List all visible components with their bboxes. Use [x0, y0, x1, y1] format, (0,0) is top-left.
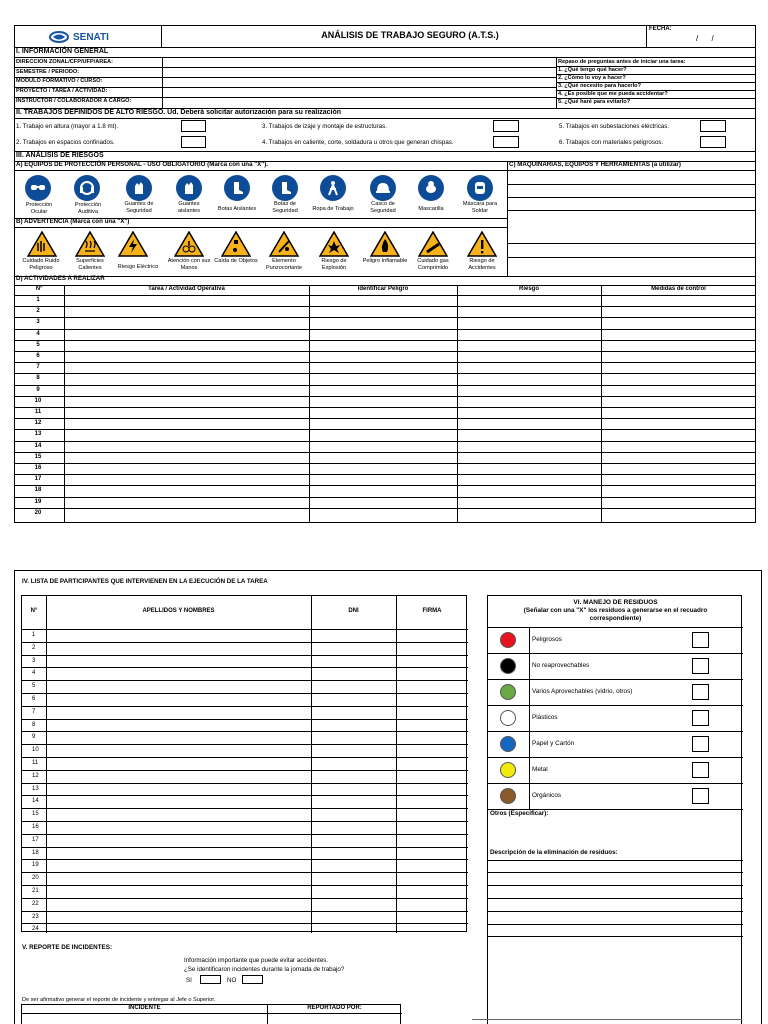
col-numero: Nº [35, 286, 43, 292]
activity-row-number: 12 [34, 420, 42, 427]
waste-checkbox[interactable] [692, 762, 709, 778]
participants-col-dni: DNI [348, 608, 359, 614]
participant-row[interactable] [47, 771, 467, 782]
participant-row-number: 5 [32, 683, 36, 690]
insulated-boot-icon[interactable] [224, 175, 250, 201]
col-tarea: Tarea / Actividad Operativa [148, 286, 225, 292]
activity-row[interactable] [65, 408, 755, 417]
activity-row[interactable] [65, 453, 755, 462]
activity-row[interactable] [65, 341, 755, 350]
activity-row[interactable] [65, 296, 755, 305]
activity-row-number: 19 [34, 498, 42, 505]
field-direccion-zonal: DIRECCION ZONAL/CFP/UFP/AREA: [16, 59, 113, 65]
activity-row-number: 7 [36, 364, 40, 371]
participant-row[interactable] [47, 886, 467, 897]
epp-heading: A) EQUIPOS DE PROTECCIÓN PERSONAL - USO OBLIGATORIO (Marca con una "X"). [16, 161, 269, 168]
participant-row-number: 9 [32, 734, 36, 741]
activity-row-number: 5 [36, 341, 40, 348]
section3-heading: III. ANÁLISIS DE RIESGOS [16, 152, 104, 159]
waste-label: No reaprovechables [532, 662, 590, 669]
waste-panel [487, 595, 742, 1024]
section6-subheading: (Señalar con una "X" los residuos a generarse en el recuadro correspondiente) [523, 607, 708, 623]
descripcion-label: Descripción de la eliminación de residuos: [490, 849, 618, 856]
reported-by-input[interactable] [268, 1014, 401, 1024]
warning-label-5: Elemento Punzocortante [265, 258, 303, 271]
participant-row[interactable] [47, 860, 467, 871]
epp-label-2: Guantes de Seguridad [124, 201, 154, 214]
activity-row-number: 3 [36, 319, 40, 326]
field-semestre: SEMESTRE / PERIODO: [16, 69, 80, 75]
participant-row-number: 12 [32, 772, 39, 779]
waste-checkbox[interactable] [692, 788, 709, 804]
epp-label-1: Protección Auditiva [74, 202, 102, 215]
incident-si-label: SI [186, 977, 192, 984]
participant-row-number: 22 [32, 900, 39, 907]
input-instructor[interactable] [163, 98, 555, 107]
senati-logo [49, 30, 159, 44]
activity-row-number: 17 [34, 476, 42, 483]
question-3: 3. ¿Qué necesito para hacerlo? [558, 83, 642, 89]
waste-color-icon [500, 632, 516, 648]
participant-row[interactable] [47, 732, 467, 743]
participant-row-number: 23 [32, 913, 39, 920]
epp-label-0: Protección Ocular [25, 202, 53, 215]
high-risk-6: 6. Trabajos con materiales peligrosos. [559, 139, 664, 146]
high-risk-2: 2. Trabajos en espacios confinados. [16, 139, 115, 146]
participant-row-number: 8 [32, 721, 36, 728]
high-risk-1-checkbox[interactable] [181, 120, 206, 132]
participants-col-nombre: APELLIDOS Y NOMBRES [142, 608, 215, 614]
section5-heading: V. REPORTE DE INCIDENTES: [22, 944, 113, 951]
epp-list [14, 170, 507, 218]
input-semestre[interactable] [163, 68, 555, 77]
activity-row[interactable] [65, 442, 755, 451]
warning-label-6: Riesgo de Explosión [321, 258, 347, 271]
incident-table [21, 1004, 401, 1024]
activity-row-number: 16 [34, 465, 42, 471]
participant-row[interactable] [47, 784, 467, 795]
glove-icon[interactable] [126, 175, 152, 201]
participant-row[interactable] [47, 745, 467, 756]
section2-heading: II. TRABAJOS DEFINIDOS DE ALTO RIESGO. Ud. Deberá solicitar autorización para su realización [16, 109, 342, 116]
waste-label: Metal [532, 766, 548, 773]
activity-row[interactable] [65, 430, 755, 439]
participant-row-number: 24 [32, 926, 39, 933]
waste-color-icon [500, 788, 516, 804]
waste-color-icon [500, 658, 516, 674]
helmet-icon[interactable] [370, 175, 396, 201]
activity-row[interactable] [65, 374, 755, 383]
question-5: 5. ¿Qué haré para evitarlo? [558, 99, 631, 105]
high-risk-3-checkbox[interactable] [493, 120, 519, 132]
participant-row-number: 13 [32, 785, 39, 792]
fecha-label: FECHA: [649, 26, 672, 32]
activity-row-number: 4 [36, 330, 40, 337]
question-1: 1. ¿Qué tengo qué hacer? [558, 67, 627, 73]
descripcion-input[interactable] [489, 861, 741, 935]
question-2: 2. ¿Cómo lo voy a hacer? [558, 75, 626, 81]
field-proyecto: PROYECTO / TAREA / ACTIVIDAD: [16, 88, 108, 94]
incident-info: Información importante que puede evitar accidentes. [184, 957, 329, 964]
warning-label-9: Riesgo de Accidentes [468, 258, 496, 271]
waste-label: Plásticos [532, 714, 558, 721]
field-instructor: INSTRUCTOR / COLABORADOR A CARGO: [16, 98, 132, 104]
activity-row-number: 1 [36, 297, 40, 303]
activity-row-number: 6 [36, 353, 40, 359]
section4-heading: IV. LISTA DE PARTICIPANTES QUE INTERVIENEN EN LA EJECUCIÓN DE LA TAREA [22, 578, 268, 585]
participant-row-number: 17 [32, 836, 39, 843]
electric-warning-icon[interactable] [118, 231, 148, 257]
participant-row[interactable] [47, 758, 467, 769]
epp-label-5: Botas de Seguridad [272, 201, 298, 214]
waste-color-icon [500, 736, 516, 752]
falling-object-icon[interactable] [221, 231, 251, 257]
fecha-value[interactable]: / / [696, 34, 714, 43]
warning-label-2: Riesgo Eléctrico [117, 264, 159, 270]
sharp-element-icon[interactable] [269, 231, 299, 257]
participant-row-number: 11 [32, 760, 39, 766]
input-direccion-zonal[interactable] [163, 58, 555, 67]
high-risk-4: 4. Trabajos en caliente, corte, soldadura u otros que generan chispas. [262, 139, 454, 146]
activity-row[interactable] [65, 509, 755, 518]
warning-list [14, 227, 507, 276]
participants-table [21, 595, 467, 932]
incident-input[interactable] [23, 1014, 266, 1024]
accident-warning-icon[interactable] [467, 231, 497, 257]
participant-row-number: 10 [32, 747, 39, 754]
participant-row[interactable] [47, 643, 467, 654]
ear-protection-icon[interactable] [74, 175, 100, 201]
incident-si-checkbox[interactable] [200, 975, 221, 984]
explosion-icon[interactable] [319, 231, 349, 257]
participant-row[interactable] [47, 796, 467, 807]
participants-col-firma: FIRMA [422, 608, 442, 614]
work-clothes-icon[interactable] [320, 175, 346, 201]
waste-label: Orgánicos [532, 792, 562, 799]
activities-heading: D) ACTIVIDADES A REALIZAR [16, 275, 105, 282]
high-risk-2-checkbox[interactable] [181, 136, 206, 148]
activity-row[interactable] [65, 330, 755, 339]
activity-row[interactable] [65, 307, 755, 316]
high-risk-3: 3. Trabajos de izaje y montaje de estructuras. [262, 123, 387, 130]
waste-checkbox[interactable] [692, 736, 709, 752]
activity-row[interactable] [65, 419, 755, 428]
welding-mask-icon[interactable] [467, 175, 493, 201]
activity-row-number: 15 [34, 453, 42, 460]
header-row [14, 25, 756, 47]
input-proyecto[interactable] [163, 88, 555, 97]
participant-row[interactable] [47, 694, 467, 705]
question-4: 4. ¿Es posible que me pueda accidentar? [558, 91, 668, 97]
warning-label-1: Superficies Calientes [76, 258, 104, 271]
participant-row-number: 14 [32, 798, 39, 805]
safety-boot-icon[interactable] [272, 175, 298, 201]
activity-row[interactable] [65, 397, 755, 406]
participant-row[interactable] [47, 707, 467, 718]
epp-label-7: Casco de Seguridad [370, 201, 396, 214]
noise-warning-icon[interactable] [27, 231, 57, 257]
field-modulo: MODULO FORMATIVO / CURSO: [16, 78, 103, 84]
waste-label: Papel y Cartón [532, 740, 575, 747]
participant-row-number: 4 [32, 670, 36, 677]
activity-row-number: 9 [36, 386, 40, 393]
activities-table [14, 285, 756, 523]
activity-row-number: 2 [36, 308, 40, 315]
section1-heading: I. INFORMACIÓN GENERAL [16, 48, 109, 55]
waste-checkbox[interactable] [692, 684, 709, 700]
epp-label-3: Guantes aislantes [177, 201, 201, 214]
participant-row-number: 2 [32, 644, 36, 651]
activity-row-number: 20 [34, 509, 42, 516]
warning-label-8: Cuidado gas Comprimido [417, 258, 449, 271]
participant-row[interactable] [47, 835, 467, 846]
participant-row-number: 3 [32, 657, 36, 664]
waste-color-icon [500, 684, 516, 700]
insulated-glove-icon[interactable] [176, 175, 202, 201]
participant-row[interactable] [47, 822, 467, 833]
waste-checkbox[interactable] [692, 658, 709, 674]
activity-row-number: 18 [34, 487, 42, 494]
participant-row-number: 7 [32, 708, 36, 715]
activity-row[interactable] [65, 318, 755, 327]
activity-row[interactable] [65, 486, 755, 495]
participant-row[interactable] [47, 924, 467, 935]
high-risk-1: 1. Trabajo en altura (mayor a 1.8 mt). [16, 123, 119, 130]
waste-color-icon [500, 762, 516, 778]
warning-label-3: Atención con sus Manos [167, 258, 211, 271]
high-risk-5: 5. Trabajos en subestaciones eléctricas. [559, 123, 670, 130]
warn-heading: B) ADVERTENCIA (Marca con una "X") [16, 218, 130, 225]
participant-row-number: 21 [32, 888, 39, 894]
activity-row[interactable] [65, 464, 755, 473]
reported-by-col: REPORTADO POR: [307, 1005, 362, 1011]
waste-checkbox[interactable] [692, 632, 709, 648]
hot-surface-icon[interactable] [75, 231, 105, 257]
incident-question: ¿Se identificaron incidentes durante la jornada de trabajo? [184, 966, 345, 973]
activity-row[interactable] [65, 498, 755, 507]
participant-row-number: 16 [32, 824, 39, 830]
participant-row-number: 18 [32, 849, 39, 856]
flammable-icon[interactable] [370, 231, 400, 257]
warning-label-4: Caída de Objetos [214, 258, 258, 264]
incident-col: INCIDENTE [128, 1005, 161, 1011]
participant-row[interactable] [47, 630, 467, 641]
participant-row[interactable] [47, 912, 467, 923]
activity-row-number: 8 [36, 375, 40, 382]
activity-row-number: 10 [34, 397, 42, 404]
col-riesgo: Riesgo [518, 286, 539, 292]
participant-row-number: 19 [32, 862, 39, 869]
participant-row[interactable] [47, 809, 467, 820]
page-title: ANÁLISIS DE TRABAJO SEGURO (A.T.S.) [321, 30, 499, 40]
activity-row[interactable] [65, 475, 755, 484]
activity-row-number: 13 [34, 431, 42, 438]
participant-row[interactable] [47, 899, 467, 910]
participant-row[interactable] [47, 668, 467, 679]
participant-row-number: 1 [32, 632, 36, 638]
participant-row[interactable] [47, 873, 467, 884]
activity-row[interactable] [65, 386, 755, 395]
participant-row-number: 6 [32, 696, 36, 702]
participant-row[interactable] [47, 681, 467, 692]
waste-label: Varios Aprovechables (vidrio, otros) [532, 688, 633, 695]
participant-row[interactable] [47, 720, 467, 731]
waste-color-icon [500, 710, 516, 726]
col-peligro: Identificar Peligro [357, 286, 409, 292]
goggles-icon[interactable] [25, 175, 51, 201]
high-risk-4-checkbox[interactable] [493, 136, 519, 148]
high-risk-6-checkbox[interactable] [700, 136, 726, 148]
waste-checkbox[interactable] [692, 710, 709, 726]
participant-row[interactable] [47, 848, 467, 859]
section6-heading: VI. MANEJO DE RESIDUOS [573, 599, 658, 606]
otros-label: Otros (Especificar): [490, 810, 549, 817]
epp-label-6: Ropa de Trabajo [312, 206, 354, 212]
epp-label-8: Mascarilla [418, 206, 444, 212]
activity-row-number: 11 [34, 409, 42, 415]
participant-row-number: 15 [32, 811, 39, 818]
activity-row[interactable] [65, 363, 755, 372]
questions-title: Repaso de preguntas antes de iniciar una tarea: [558, 59, 686, 65]
participants-col-n: N° [30, 608, 38, 614]
machines-heading: C) MAQUINARIAS, EQUIPOS Y HERRAMIENTAS (a utilizar) [509, 161, 681, 168]
input-modulo[interactable] [163, 78, 555, 87]
waste-label: Peligrosos [532, 636, 562, 643]
senati-logo-icon [49, 31, 69, 43]
high-risk-5-checkbox[interactable] [700, 120, 726, 132]
incident-no-label: NO [227, 977, 237, 984]
hand-warning-icon[interactable] [174, 231, 204, 257]
activity-row-number: 14 [34, 442, 42, 449]
compressed-gas-icon[interactable] [418, 231, 448, 257]
otros-input[interactable] [489, 818, 741, 848]
col-medidas: Medidas de control [651, 286, 706, 292]
activity-row[interactable] [65, 352, 755, 361]
warning-label-7: Peligro Inflamable [362, 258, 408, 264]
machines-input-area[interactable] [508, 171, 755, 275]
incident-no-checkbox[interactable] [242, 975, 263, 984]
incident-note: De ser afirmativo generar el reporte de incidente y entregar al Jefe o Superior. [22, 997, 216, 1003]
participant-row[interactable] [47, 656, 467, 667]
epp-label-4: Botas Aislantes [217, 206, 257, 212]
logo-text: SENATI [73, 31, 109, 43]
participant-row-number: 20 [32, 875, 39, 882]
epp-label-9: Máscara para Soldar [462, 201, 498, 214]
warning-label-0: Cuidado Ruido Peligroso [22, 258, 60, 271]
mask-icon[interactable] [418, 175, 444, 201]
